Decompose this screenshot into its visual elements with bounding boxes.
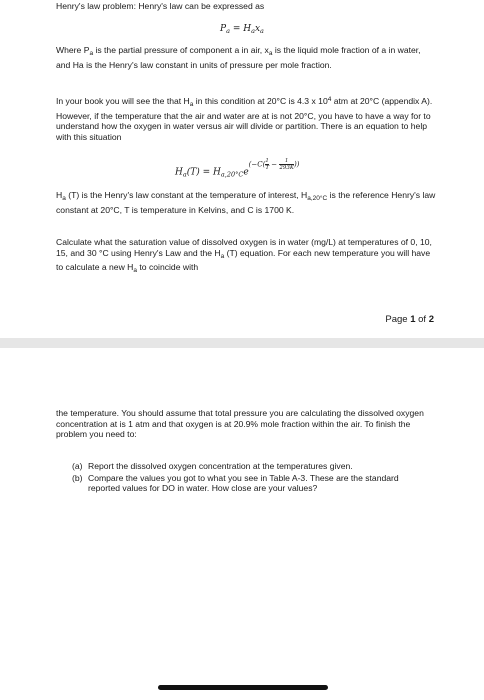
fraction-2: $\frac{1}{293K}$ (279, 158, 294, 171)
problem-title: Henry's law problem: Henry's law can be expressed as (56, 1, 265, 11)
page-2 (0, 348, 484, 700)
list-item: (a) Report the dissolved oxygen concentration at the temperatures given. (72, 461, 353, 471)
paragraph-definitions: Where $P_a$ is the partial pressure of component a in air, $x_a$ is the liquid mole fraction of a in water, and Ha is the Henry's law constant in units of pressure per mole fraction. (56, 45, 421, 70)
list-item: (b) Compare the values you got to what you see in Table A-3. These are the standard reported values for DO in water. How close are your values? (72, 472, 399, 494)
page-1 (0, 0, 484, 338)
home-indicator[interactable] (158, 685, 328, 690)
paragraph-task: Calculate what the saturation value of dissolved oxygen is in water (mg/L) at temperatures of 0, 10, 15, and 30 °C using Henry's Law and the $H_a$ (T) equation. For each new temperature you will have to calculate a new $H_a$ to coincide with (56, 237, 432, 275)
paragraph-continuation: the temperature. You should assume that total pressure you are calculating the dissolved oxygen concentration at is 1 atm and that oxygen is at 20.9% mole fraction within the air. To finish the problem you need to: (56, 408, 424, 440)
paragraph-equation-terms: $H_a$ (T) is the Henry's law constant at the temperature of interest, $H_{a,20^\circ C}$ is the reference Henry's law constant at 20°C, T is temperature in Kelvins, and C is 1700 K. (56, 190, 436, 215)
exponent: (−C( $\frac{1}{T}$ − $\frac{1}{293K}$ )) (248, 158, 300, 171)
fraction-1: $\frac{1}{T}$ (265, 158, 270, 171)
page-number: Page 1 of 2 (385, 314, 434, 325)
temperature-correction-equation: $H_a(T) = H_{a,20^\circ C}e(-C$( $\frac{1}{T}$ − $\frac{1}{293K}$ )) (175, 158, 300, 179)
henrys-law-equation: $P_a = H_ax_a$ (220, 24, 264, 35)
paragraph-temperature: In your book you will see the that $H_a$ in this condition at 20°C is 4.3 x $10^4$ atm at 20°C (appendix A). However, if the temperature that the air and water are at is not 20°C, you have to have a way for to understand how the oxygen in water versus air will divide or partition. There is an equation to help with this situation (56, 96, 433, 142)
task-list (72, 461, 432, 495)
page-separator (0, 338, 484, 348)
